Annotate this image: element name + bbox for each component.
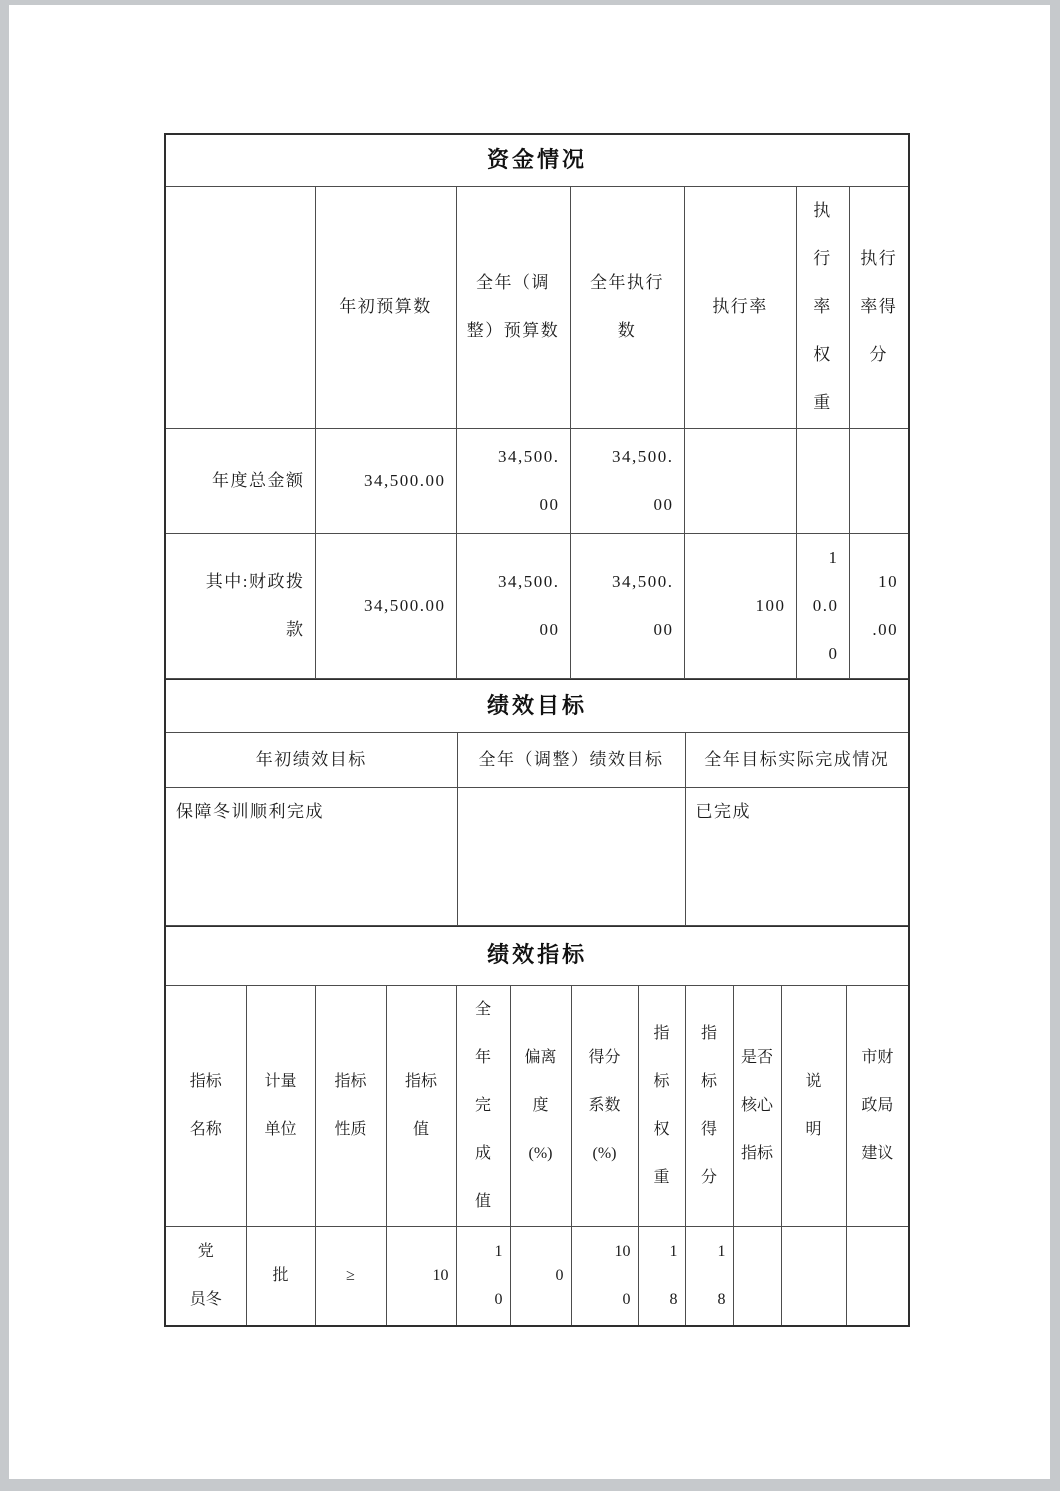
table-cell: 保障冬训顺利完成 <box>165 788 457 926</box>
table-cell: 年度总金额 <box>165 428 315 533</box>
column-header: 得分 系数 (%) <box>571 985 638 1226</box>
column-header: 指标 性质 <box>315 985 386 1226</box>
table-cell: 10 <box>386 1226 456 1326</box>
funding-table <box>164 133 910 680</box>
column-header: 计量 单位 <box>246 985 315 1226</box>
table-cell: 34,500. 00 <box>456 533 570 679</box>
table-cell: 其中:财政拨 款 <box>165 533 315 679</box>
goals-table <box>164 678 910 927</box>
column-header: 说 明 <box>781 985 846 1226</box>
column-header: 执 行 率 权 重 <box>796 186 849 428</box>
table-cell <box>796 428 849 533</box>
column-header: 全 年 完 成 值 <box>456 985 510 1226</box>
column-header: 年初预算数 <box>315 186 456 428</box>
table-cell <box>733 1226 781 1326</box>
document-page <box>9 5 1050 1479</box>
funding-section-title: 资金情况 <box>165 134 909 186</box>
column-header: 偏离 度 (%) <box>510 985 571 1226</box>
column-header: 执行 率得 分 <box>849 186 909 428</box>
report-body <box>164 133 912 1327</box>
table-cell: 10 0 <box>571 1226 638 1326</box>
table-cell: 34,500.00 <box>315 428 456 533</box>
table-cell: 100 <box>684 533 796 679</box>
table-cell: 10 .00 <box>849 533 909 679</box>
column-header: 指 标 得 分 <box>685 985 733 1226</box>
table-cell: 1 0 <box>456 1226 510 1326</box>
table-cell <box>684 428 796 533</box>
indicators-section-title: 绩效指标 <box>165 925 909 985</box>
column-header: 全年目标实际完成情况 <box>685 733 909 788</box>
column-header: 全年（调整）绩效目标 <box>457 733 685 788</box>
table-cell: 1 8 <box>685 1226 733 1326</box>
table-cell: 批 <box>246 1226 315 1326</box>
table-cell: 34,500. 00 <box>570 428 684 533</box>
column-header: 执行率 <box>684 186 796 428</box>
column-header: 指 标 权 重 <box>638 985 685 1226</box>
table-cell <box>457 788 685 926</box>
column-header: 指标 值 <box>386 985 456 1226</box>
table-cell: 1 8 <box>638 1226 685 1326</box>
column-header: 是否 核心 指标 <box>733 985 781 1226</box>
table-cell <box>781 1226 846 1326</box>
table-cell: 已完成 <box>685 788 909 926</box>
table-cell <box>849 428 909 533</box>
column-header: 全年执行 数 <box>570 186 684 428</box>
table-cell: 0 <box>510 1226 571 1326</box>
table-cell: ≥ <box>315 1226 386 1326</box>
table-cell: 1 0.0 0 <box>796 533 849 679</box>
table-cell: 34,500. 00 <box>456 428 570 533</box>
table-cell: 党 员冬 <box>165 1226 246 1326</box>
column-header: 年初绩效目标 <box>165 733 457 788</box>
table-cell <box>846 1226 909 1326</box>
column-header: 指标 名称 <box>165 985 246 1226</box>
goals-section-title: 绩效目标 <box>165 679 909 733</box>
column-header <box>165 186 315 428</box>
table-cell: 34,500.00 <box>315 533 456 679</box>
column-header: 全年（调 整）预算数 <box>456 186 570 428</box>
column-header: 市财 政局 建议 <box>846 985 909 1226</box>
table-cell: 34,500. 00 <box>570 533 684 679</box>
indicators-table <box>164 925 910 1328</box>
